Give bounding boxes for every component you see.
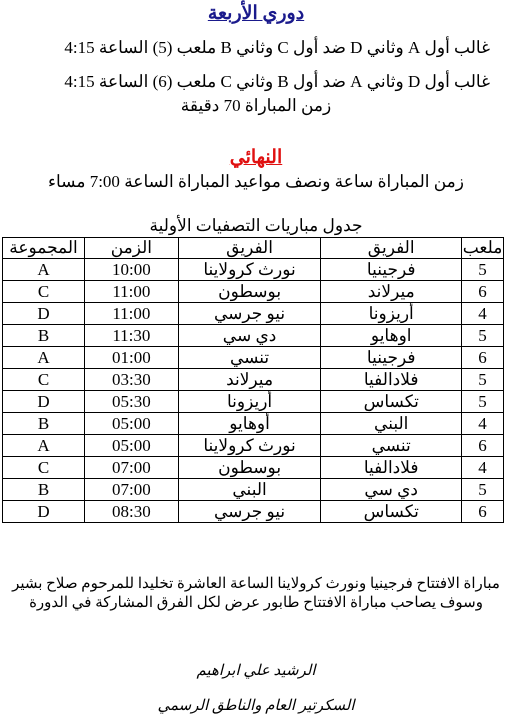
header-time: الزمن — [84, 238, 178, 259]
group-cell: D — [3, 501, 85, 523]
table-row — [3, 501, 504, 523]
final-title: النهائي — [229, 147, 283, 168]
time-cell: 11:00 — [84, 303, 178, 325]
match-duration-text: زمن المباراة 70 دقيقة — [180, 96, 332, 115]
group-cell: B — [3, 413, 85, 435]
field-cell: 6 — [462, 281, 504, 303]
team-cell: دي سي — [321, 479, 462, 501]
team-cell: أوهايو — [178, 413, 321, 435]
group-cell: A — [3, 259, 85, 281]
closing-note: مباراة الافتتاح فرجينيا ونورث كرولاينا الساعة العاشرة تخليدا للمرحوم صلاح بشير — [12, 576, 500, 592]
closing-note: وسوف يصاحب مباراة الافتتاح طابور عرض لكل الفرق المشاركة في الدورة — [29, 595, 483, 611]
time-cell: 07:00 — [84, 479, 178, 501]
field-cell: 5 — [462, 325, 504, 347]
field-cell: 5 — [462, 479, 504, 501]
table-header-row — [3, 238, 504, 259]
time-cell: 10:00 — [84, 259, 178, 281]
quarter-final-title: دوري الأربعة — [207, 3, 305, 24]
team-cell: اوهايو — [321, 325, 462, 347]
match-line: غالب أول D وثاني A ضد أول B وثاني C ملعب (6) الساعة 4:15 — [64, 72, 490, 91]
team-cell: فلادالفيا — [321, 457, 462, 479]
field-cell: 4 — [462, 413, 504, 435]
team-cell: تنسي — [178, 347, 321, 369]
team-cell: دي سي — [178, 325, 321, 347]
header-team: الفريق — [321, 238, 462, 259]
team-cell: ميرلاند — [321, 281, 462, 303]
table-row — [3, 303, 504, 325]
group-cell: B — [3, 479, 85, 501]
team-cell: تنسي — [321, 435, 462, 457]
table-caption: جدول مباريات التصفيات الأولية — [149, 216, 363, 235]
team-cell: نيو جرسي — [178, 501, 321, 523]
team-cell: أريزونا — [178, 391, 321, 413]
field-cell: 5 — [462, 369, 504, 391]
group-cell: A — [3, 435, 85, 457]
time-cell: 08:30 — [84, 501, 178, 523]
table-row — [3, 347, 504, 369]
team-cell: تكساس — [321, 501, 462, 523]
field-cell: 4 — [462, 303, 504, 325]
table-row — [3, 391, 504, 413]
time-cell: 07:00 — [84, 457, 178, 479]
team-cell: فلادالفيا — [321, 369, 462, 391]
table-row — [3, 369, 504, 391]
time-cell: 03:30 — [84, 369, 178, 391]
field-cell: 5 — [462, 391, 504, 413]
team-cell: نورث كرولاينا — [178, 435, 321, 457]
team-cell: بوسطون — [178, 281, 321, 303]
table-row — [3, 413, 504, 435]
field-cell: 6 — [462, 347, 504, 369]
group-cell: D — [3, 391, 85, 413]
table-row — [3, 281, 504, 303]
team-cell: نورث كرولاينا — [178, 259, 321, 281]
time-cell: 11:30 — [84, 325, 178, 347]
time-cell: 05:00 — [84, 413, 178, 435]
group-cell: C — [3, 369, 85, 391]
field-cell: 6 — [462, 435, 504, 457]
table-row — [3, 259, 504, 281]
team-cell: فرجينيا — [321, 347, 462, 369]
team-cell: البني — [321, 413, 462, 435]
final-info-text: زمن المباراة ساعة ونصف مواعيد المباراة الساعة 7:00 مساء — [48, 172, 464, 191]
team-cell: تكساس — [321, 391, 462, 413]
field-cell: 4 — [462, 457, 504, 479]
group-cell: B — [3, 325, 85, 347]
schedule-table — [2, 237, 504, 523]
header-field: ملعب — [462, 238, 503, 257]
table-row — [3, 325, 504, 347]
signature-title: السكرتير العام والناطق الرسمي — [157, 698, 355, 714]
time-cell: 01:00 — [84, 347, 178, 369]
team-cell: فرجينيا — [321, 259, 462, 281]
signature-name: الرشيد علي ابراهيم — [196, 663, 316, 679]
time-cell: 05:00 — [84, 435, 178, 457]
field-cell: 5 — [462, 259, 504, 281]
time-cell: 05:30 — [84, 391, 178, 413]
header-team: الفريق — [178, 238, 321, 259]
team-cell: بوسطون — [178, 457, 321, 479]
table-row — [3, 457, 504, 479]
group-cell: C — [3, 457, 85, 479]
team-cell: نيو جرسي — [178, 303, 321, 325]
team-cell: أريزونا — [321, 303, 462, 325]
time-cell: 11:00 — [84, 281, 178, 303]
group-cell: A — [3, 347, 85, 369]
header-group: المجموعة — [3, 238, 85, 259]
match-line: غالب أول A وثاني D ضد أول C وثاني B ملعب (5) الساعة 4:15 — [64, 38, 490, 57]
table-row — [3, 479, 504, 501]
team-cell: البني — [178, 479, 321, 501]
group-cell: C — [3, 281, 85, 303]
group-cell: D — [3, 303, 85, 325]
team-cell: ميرلاند — [178, 369, 321, 391]
table-row — [3, 435, 504, 457]
field-cell: 6 — [462, 501, 504, 523]
